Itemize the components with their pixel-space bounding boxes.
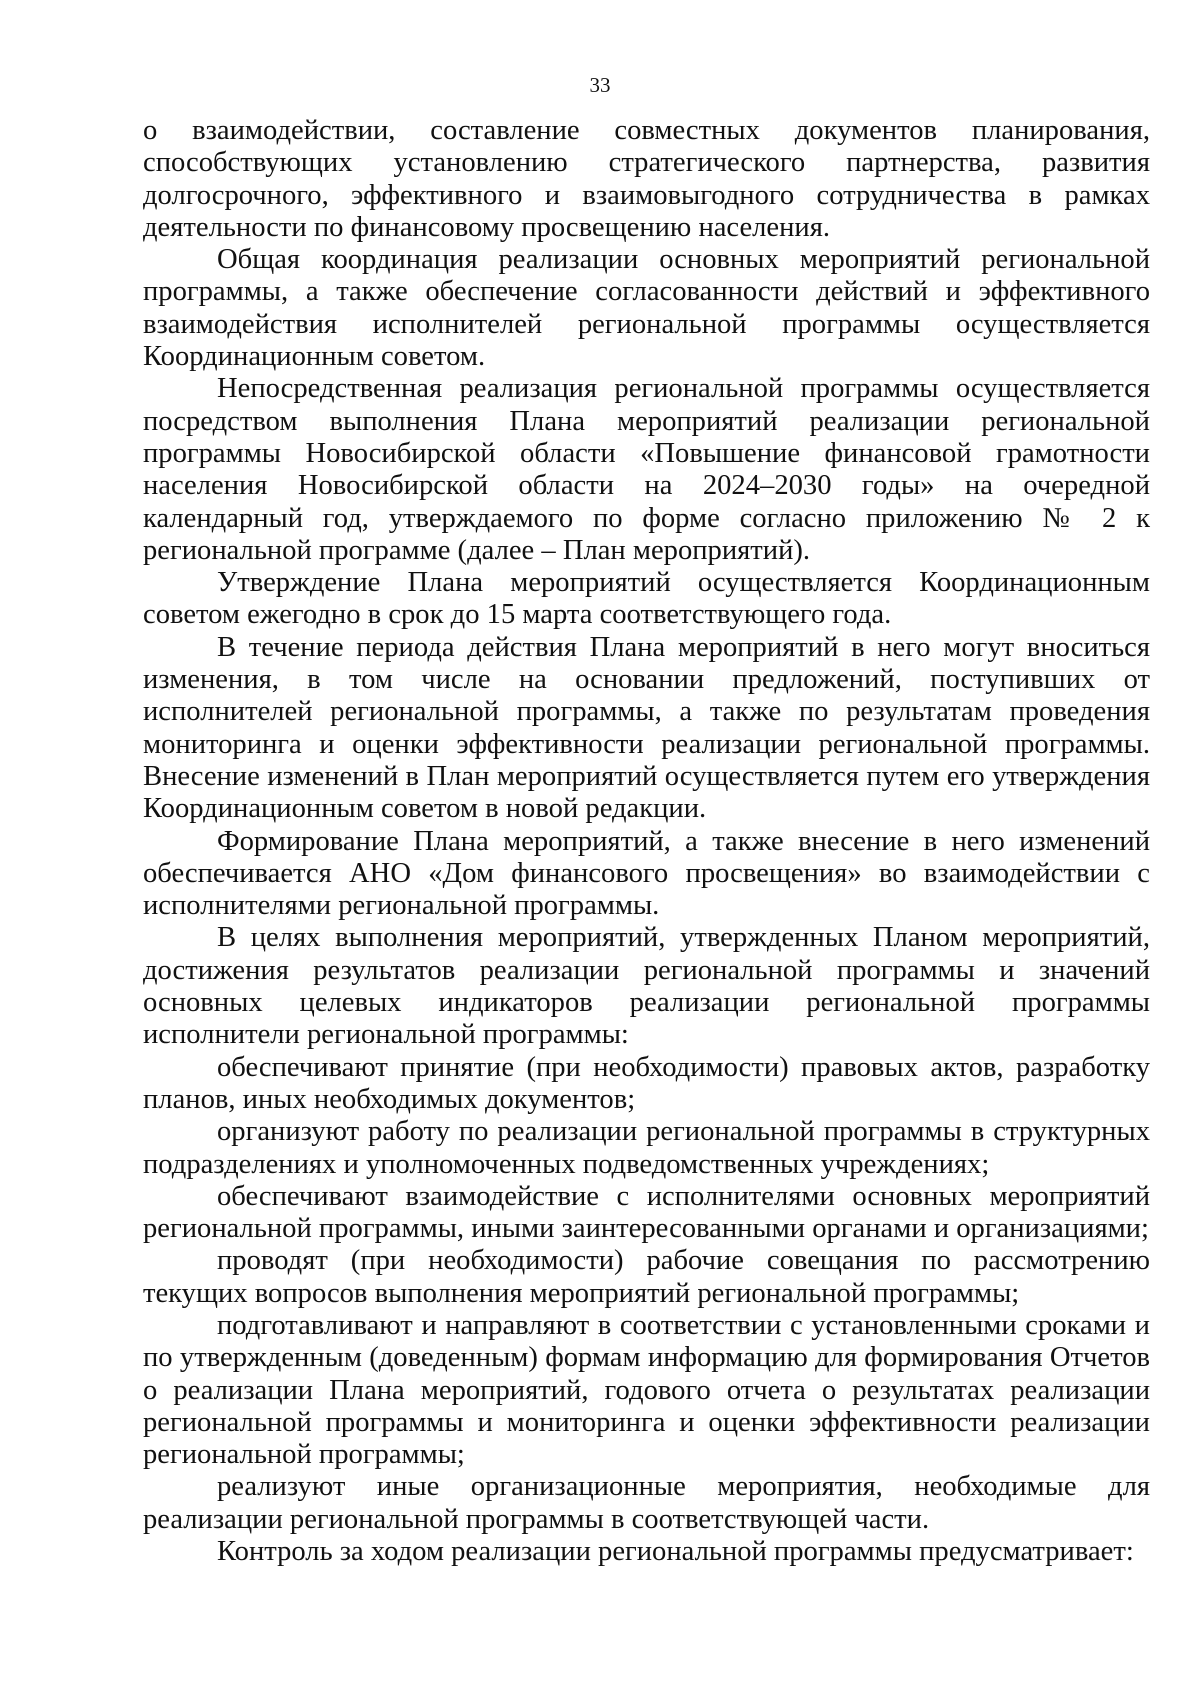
page-number: 33 <box>589 73 611 97</box>
paragraph-8: Контроль за ходом реализации региональной программы предусматривает: <box>217 1536 1134 1568</box>
paragraph-4: Утверждение Плана мероприятий осуществляется Координационным советом ежегодно в срок до 15 марта соответствующего года. <box>143 567 1150 631</box>
list-item-5: подготавливают и направляют в соответствии с установленными сроками и по утвержденным (доведенным) формам информацию для формирования Отчетов о реализации Плана мероприятий, годового отчета о результатах реализации региональной программы и мониторинга и оценки эффективности реализации региональной программы; <box>143 1309 1150 1471</box>
paragraph-5: В течение периода действия Плана мероприятий в него могут вноситься изменения, в том числе на основании предложений, поступивших от исполнителей региональной программы, а также по результатам проведения мониторинга и оценки эффективности реализации региональной программы. Внесение изменений в План мероприятий осуществляется путем его утверждения Координационным советом в новой редакции. <box>143 631 1150 825</box>
list-item-1: обеспечивают принятие (при необходимости) правовых актов, разработку планов, иных необходимых документов; <box>143 1051 1150 1115</box>
paragraph-6: Формирование Плана мероприятий, а также внесение в него изменений обеспечивается АНО «Дом финансового просвещения» во взаимодействии с исполнителями региональной программы. <box>143 825 1150 922</box>
document-body <box>143 115 1150 1568</box>
list-item-3: обеспечивают взаимодействие с исполнителями основных мероприятий региональной программы, иными заинтересованными органами и организациями; <box>143 1180 1150 1245</box>
paragraph-1: о взаимодействии, составление совместных документов планирования, способствующих установлению стратегического партнерства, развития долгосрочного, эффективного и взаимовыгодного сотрудничества в рамках деятельности по финансовому просвещению населения. <box>143 115 1150 243</box>
list-item-2: организуют работу по реализации региональной программы в структурных подразделениях и уполномоченных подведомственных учреждениях; <box>143 1116 1150 1180</box>
list-item-4: проводят (при необходимости) рабочие совещания по рассмотрению текущих вопросов выполнения мероприятий региональной программы; <box>143 1245 1150 1309</box>
paragraph-3: Непосредственная реализация региональной программы осуществляется посредством выполнения Плана мероприятий реализации региональной программы Новосибирской области «Повышение финансовой грамотности населения Новосибирской области на 2024–2030 годы» на очередной календарный год, утверждаемого по форме согласно приложению № 2 к региональной программе (далее – План мероприятий). <box>143 373 1150 566</box>
paragraph-2: Общая координация реализации основных мероприятий региональной программы, а также обеспечение согласованности действий и эффективного взаимодействия исполнителей региональной программы осуществляется Координационным советом. <box>143 244 1150 373</box>
list-item-6: реализуют иные организационные мероприятия, необходимые для реализации региональной программы в соответствующей части. <box>143 1471 1150 1535</box>
paragraph-7: В целях выполнения мероприятий, утвержденных Планом мероприятий, достижения результатов реализации региональной программы и значений основных целевых индикаторов реализации региональной программы исполнители региональной программы: <box>143 922 1150 1051</box>
